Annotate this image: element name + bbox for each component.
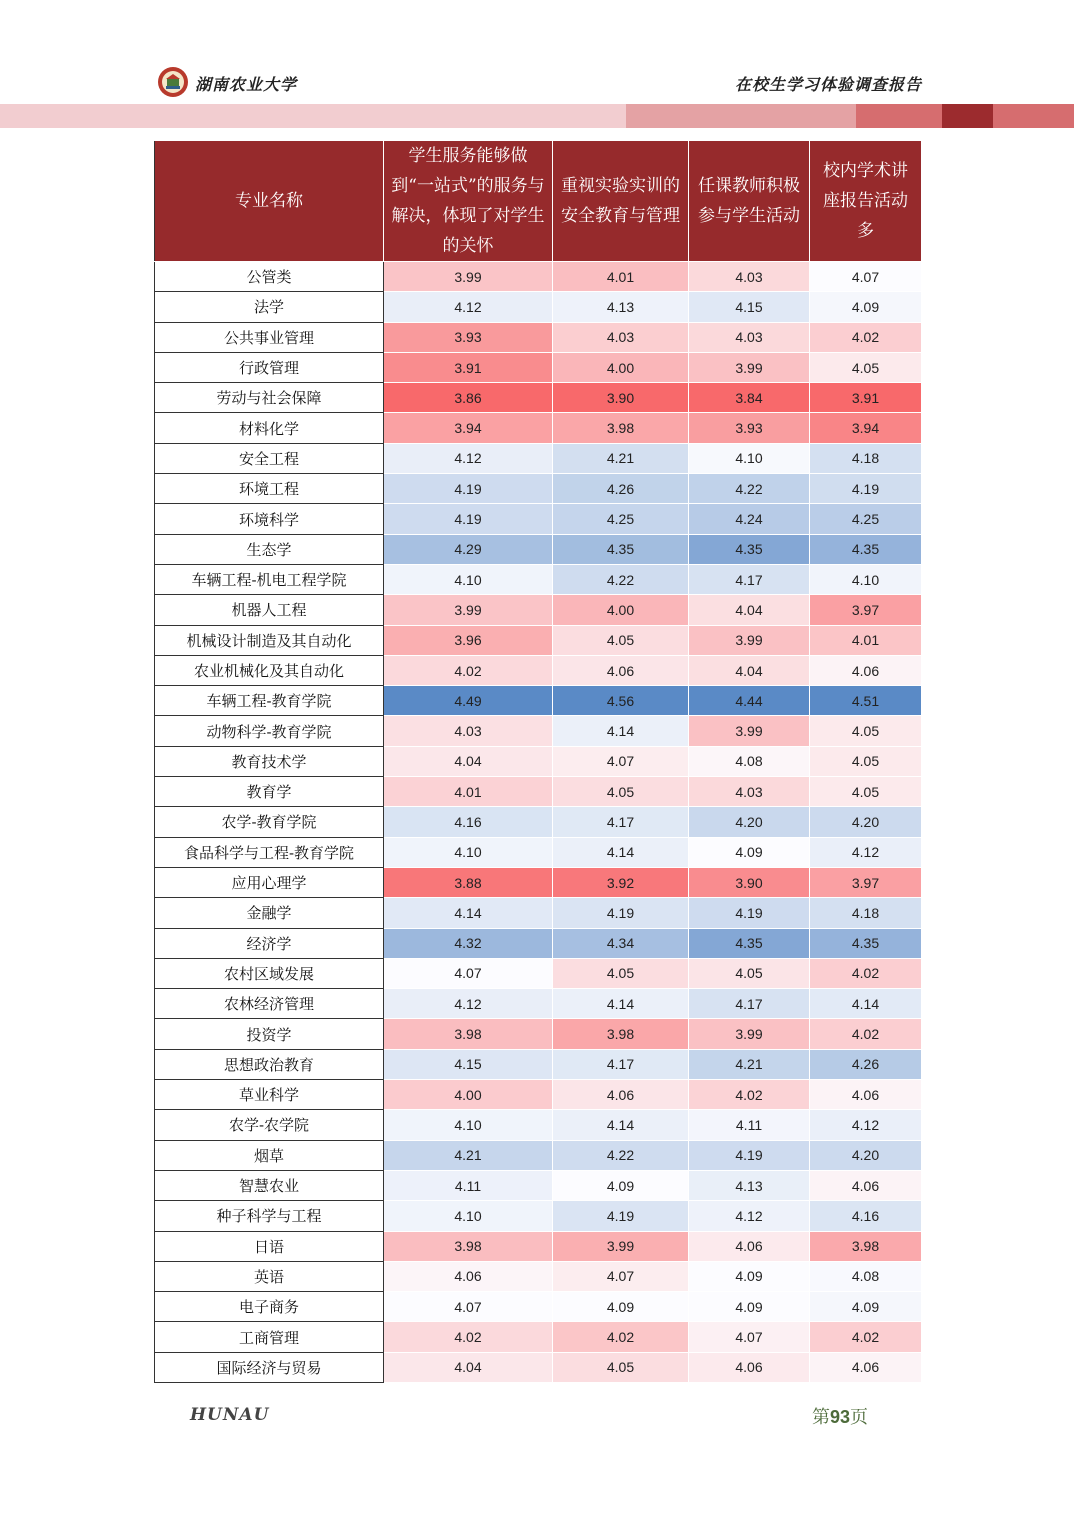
score-cell: 4.22: [553, 1140, 689, 1170]
score-cell: 4.02: [384, 655, 553, 685]
major-name-cell: 材料化学: [155, 413, 384, 443]
score-cell: 4.51: [810, 686, 922, 716]
score-cell: 4.06: [810, 655, 922, 685]
score-cell: 4.10: [810, 564, 922, 594]
score-cell: 4.04: [689, 655, 810, 685]
score-cell: 3.98: [384, 1231, 553, 1261]
score-cell: 3.99: [384, 262, 553, 292]
score-cell: 4.44: [689, 686, 810, 716]
page-prefix: 第: [812, 1407, 830, 1428]
major-name-cell: 教育学: [155, 777, 384, 807]
score-cell: 4.06: [384, 1261, 553, 1291]
score-cell: 4.06: [553, 655, 689, 685]
score-cell: 4.17: [689, 989, 810, 1019]
score-cell: 4.14: [384, 898, 553, 928]
score-cell: 4.12: [810, 1110, 922, 1140]
score-cell: 4.08: [810, 1261, 922, 1291]
score-cell: 3.90: [689, 867, 810, 897]
score-cell: 4.09: [689, 1292, 810, 1322]
score-cell: 4.16: [810, 1201, 922, 1231]
score-cell: 4.19: [384, 504, 553, 534]
score-cell: 4.02: [553, 1322, 689, 1352]
score-cell: 4.26: [810, 1049, 922, 1079]
score-cell: 3.99: [689, 625, 810, 655]
column-header-teacher: 任课教师积极参与学生活动: [689, 141, 810, 262]
score-cell: 4.17: [553, 807, 689, 837]
report-title: 在校生学习体验调查报告: [734, 75, 922, 94]
table-row: [155, 564, 922, 594]
table-row: [155, 746, 922, 776]
score-cell: 4.34: [553, 928, 689, 958]
table-row: [155, 686, 922, 716]
score-cell: 4.02: [384, 1322, 553, 1352]
score-cell: 4.03: [553, 322, 689, 352]
table-row: [155, 958, 922, 988]
score-cell: 4.35: [810, 534, 922, 564]
major-name-cell: 国际经济与贸易: [155, 1352, 384, 1382]
major-name-cell: 智慧农业: [155, 1170, 384, 1200]
score-cell: 4.01: [384, 777, 553, 807]
major-name-cell: 车辆工程-教育学院: [155, 686, 384, 716]
score-cell: 4.20: [810, 807, 922, 837]
score-cell: 4.00: [384, 1080, 553, 1110]
score-cell: 4.07: [553, 746, 689, 776]
score-cell: 4.10: [384, 1110, 553, 1140]
score-cell: 4.09: [689, 1261, 810, 1291]
major-name-cell: 农业机械化及其自动化: [155, 655, 384, 685]
score-cell: 4.03: [689, 777, 810, 807]
score-cell: 4.11: [689, 1110, 810, 1140]
major-name-cell: 日语: [155, 1231, 384, 1261]
score-cell: 4.26: [553, 474, 689, 504]
score-cell: 4.25: [810, 504, 922, 534]
major-name-cell: 公共事业管理: [155, 322, 384, 352]
major-name-cell: 食品科学与工程-教育学院: [155, 837, 384, 867]
score-cell: 4.15: [384, 1049, 553, 1079]
score-cell: 3.93: [384, 322, 553, 352]
score-cell: 4.02: [689, 1080, 810, 1110]
table-row: [155, 1261, 922, 1291]
score-cell: 3.91: [384, 352, 553, 382]
score-cell: 4.06: [810, 1170, 922, 1200]
score-cell: 4.10: [384, 564, 553, 594]
score-cell: 4.12: [810, 837, 922, 867]
major-name-cell: 公管类: [155, 262, 384, 292]
major-name-cell: 劳动与社会保障: [155, 383, 384, 413]
score-cell: 4.49: [384, 686, 553, 716]
score-cell: 4.13: [553, 292, 689, 322]
score-cell: 4.14: [553, 989, 689, 1019]
major-name-cell: 草业科学: [155, 1080, 384, 1110]
table-row: [155, 1170, 922, 1200]
score-cell: 4.06: [689, 1352, 810, 1382]
table-row: [155, 837, 922, 867]
score-cell: 4.04: [689, 595, 810, 625]
table-row: [155, 534, 922, 564]
score-cell: 4.14: [810, 989, 922, 1019]
score-cell: 4.06: [810, 1080, 922, 1110]
score-cell: 4.07: [384, 958, 553, 988]
score-cell: 4.32: [384, 928, 553, 958]
score-cell: 3.97: [810, 867, 922, 897]
table-row: [155, 1322, 922, 1352]
satisfaction-table: [154, 140, 922, 1383]
major-name-cell: 生态学: [155, 534, 384, 564]
major-name-cell: 行政管理: [155, 352, 384, 382]
major-name-cell: 动物科学-教育学院: [155, 716, 384, 746]
score-cell: 4.02: [810, 322, 922, 352]
major-name-cell: 环境科学: [155, 504, 384, 534]
table-body: [155, 262, 922, 1383]
major-name-cell: 应用心理学: [155, 867, 384, 897]
score-cell: 3.98: [384, 1019, 553, 1049]
table-row: [155, 474, 922, 504]
score-cell: 3.96: [384, 625, 553, 655]
score-cell: 4.17: [553, 1049, 689, 1079]
major-name-cell: 安全工程: [155, 443, 384, 473]
score-cell: 4.10: [689, 443, 810, 473]
score-cell: 4.00: [553, 595, 689, 625]
score-cell: 4.56: [553, 686, 689, 716]
score-cell: 4.07: [689, 1322, 810, 1352]
major-name-cell: 投资学: [155, 1019, 384, 1049]
score-cell: 4.20: [689, 807, 810, 837]
score-cell: 4.09: [810, 1292, 922, 1322]
score-cell: 4.35: [689, 928, 810, 958]
table-header-row: [155, 141, 922, 262]
score-cell: 4.09: [553, 1170, 689, 1200]
header-band-segment: [0, 104, 626, 128]
score-cell: 4.25: [553, 504, 689, 534]
table-row: [155, 292, 922, 322]
major-name-cell: 工商管理: [155, 1322, 384, 1352]
major-name-cell: 环境工程: [155, 474, 384, 504]
score-cell: 3.99: [384, 595, 553, 625]
score-cell: 4.21: [553, 443, 689, 473]
score-cell: 3.90: [553, 383, 689, 413]
score-cell: 4.09: [553, 1292, 689, 1322]
column-header-major: 专业名称: [155, 141, 384, 262]
major-name-cell: 教育技术学: [155, 746, 384, 776]
table-row: [155, 1049, 922, 1079]
major-name-cell: 种子科学与工程: [155, 1201, 384, 1231]
table-row: [155, 716, 922, 746]
table-row: [155, 1352, 922, 1382]
university-name: 湖南农业大学: [195, 75, 298, 94]
score-cell: 4.21: [384, 1140, 553, 1170]
page-number-value: 93: [830, 1407, 851, 1427]
score-cell: 4.02: [810, 1322, 922, 1352]
score-cell: 4.10: [384, 837, 553, 867]
score-cell: 4.05: [553, 625, 689, 655]
score-cell: 3.91: [810, 383, 922, 413]
score-cell: 4.08: [689, 746, 810, 776]
major-name-cell: 车辆工程-机电工程学院: [155, 564, 384, 594]
score-cell: 4.06: [689, 1231, 810, 1261]
table-row: [155, 262, 922, 292]
score-cell: 4.05: [689, 958, 810, 988]
score-cell: 4.07: [553, 1261, 689, 1291]
score-cell: 4.01: [810, 625, 922, 655]
footer-logo: HUNAU: [190, 1405, 270, 1425]
score-cell: 3.97: [810, 595, 922, 625]
score-cell: 4.05: [810, 716, 922, 746]
score-cell: 3.88: [384, 867, 553, 897]
score-cell: 4.03: [689, 262, 810, 292]
major-name-cell: 农村区域发展: [155, 958, 384, 988]
score-cell: 4.20: [810, 1140, 922, 1170]
table-row: [155, 443, 922, 473]
major-name-cell: 电子商务: [155, 1292, 384, 1322]
header-band-segment: [993, 104, 1074, 128]
score-cell: 4.06: [553, 1080, 689, 1110]
column-header-service: 学生服务能够做到“一站式”的服务与解决，体现了对学生的关怀: [384, 141, 553, 262]
score-cell: 4.02: [810, 958, 922, 988]
score-cell: 3.94: [810, 413, 922, 443]
score-cell: 4.03: [689, 322, 810, 352]
major-name-cell: 英语: [155, 1261, 384, 1291]
score-cell: 4.05: [553, 777, 689, 807]
score-cell: 4.04: [384, 1352, 553, 1382]
score-cell: 4.09: [689, 837, 810, 867]
page-suffix: 页: [850, 1407, 869, 1428]
table-row: [155, 655, 922, 685]
table-row: [155, 625, 922, 655]
table-row: [155, 322, 922, 352]
major-name-cell: 金融学: [155, 898, 384, 928]
score-cell: 4.05: [810, 352, 922, 382]
score-cell: 4.19: [689, 898, 810, 928]
score-cell: 4.11: [384, 1170, 553, 1200]
score-cell: 3.93: [689, 413, 810, 443]
score-cell: 4.24: [689, 504, 810, 534]
score-cell: 4.35: [553, 534, 689, 564]
score-cell: 3.98: [810, 1231, 922, 1261]
score-cell: 4.21: [689, 1049, 810, 1079]
table-row: [155, 1140, 922, 1170]
table-row: [155, 413, 922, 443]
score-cell: 3.99: [689, 716, 810, 746]
score-cell: 4.22: [553, 564, 689, 594]
major-name-cell: 烟草: [155, 1140, 384, 1170]
score-cell: 3.84: [689, 383, 810, 413]
score-cell: 4.16: [384, 807, 553, 837]
major-name-cell: 机器人工程: [155, 595, 384, 625]
score-cell: 4.14: [553, 716, 689, 746]
table-row: [155, 1292, 922, 1322]
score-cell: 3.94: [384, 413, 553, 443]
score-cell: 4.19: [689, 1140, 810, 1170]
score-cell: 4.05: [810, 777, 922, 807]
score-cell: 4.01: [553, 262, 689, 292]
score-cell: 4.05: [553, 958, 689, 988]
score-cell: 4.17: [689, 564, 810, 594]
header-band-segment: [942, 104, 993, 128]
page-number: [812, 1403, 868, 1429]
table-row: [155, 383, 922, 413]
header-band-segment: [626, 104, 856, 128]
score-cell: 4.02: [810, 1019, 922, 1049]
score-cell: 4.04: [384, 746, 553, 776]
major-name-cell: 农学-农学院: [155, 1110, 384, 1140]
score-cell: 4.07: [810, 262, 922, 292]
major-name-cell: 法学: [155, 292, 384, 322]
score-cell: 4.14: [553, 837, 689, 867]
table-row: [155, 1231, 922, 1261]
table-row: [155, 1201, 922, 1231]
score-cell: 4.12: [384, 292, 553, 322]
score-cell: 4.35: [810, 928, 922, 958]
score-cell: 4.12: [384, 443, 553, 473]
score-cell: 4.18: [810, 443, 922, 473]
table-row: [155, 867, 922, 897]
table-row: [155, 1110, 922, 1140]
table-row: [155, 1019, 922, 1049]
score-cell: 4.10: [384, 1201, 553, 1231]
score-cell: 4.19: [810, 474, 922, 504]
score-cell: 4.35: [689, 534, 810, 564]
score-cell: 3.99: [689, 1019, 810, 1049]
score-cell: 4.19: [553, 1201, 689, 1231]
table-row: [155, 989, 922, 1019]
score-cell: 3.98: [553, 1019, 689, 1049]
score-cell: 4.18: [810, 898, 922, 928]
score-cell: 4.05: [810, 746, 922, 776]
score-cell: 4.22: [689, 474, 810, 504]
score-cell: 4.14: [553, 1110, 689, 1140]
score-cell: 4.13: [689, 1170, 810, 1200]
table-row: [155, 928, 922, 958]
score-cell: 3.92: [553, 867, 689, 897]
column-header-safety: 重视实验实训的安全教育与管理: [553, 141, 689, 262]
score-cell: 4.29: [384, 534, 553, 564]
major-name-cell: 经济学: [155, 928, 384, 958]
score-cell: 3.99: [689, 352, 810, 382]
header-band-segment: [856, 104, 942, 128]
major-name-cell: 农学-教育学院: [155, 807, 384, 837]
table-row: [155, 898, 922, 928]
score-cell: 4.03: [384, 716, 553, 746]
score-cell: 4.09: [810, 292, 922, 322]
score-cell: 4.19: [384, 474, 553, 504]
table-row: [155, 352, 922, 382]
score-cell: 4.07: [384, 1292, 553, 1322]
score-cell: 4.06: [810, 1352, 922, 1382]
score-cell: 4.19: [553, 898, 689, 928]
major-name-cell: 机械设计制造及其自动化: [155, 625, 384, 655]
score-cell: 4.12: [689, 1201, 810, 1231]
table-row: [155, 777, 922, 807]
score-cell: 3.99: [553, 1231, 689, 1261]
column-header-lectures: 校内学术讲座报告活动多: [810, 141, 922, 262]
major-name-cell: 思想政治教育: [155, 1049, 384, 1079]
score-cell: 4.05: [553, 1352, 689, 1382]
score-cell: 4.15: [689, 292, 810, 322]
table-row: [155, 1080, 922, 1110]
university-seal-icon: [157, 66, 189, 98]
major-name-cell: 农林经济管理: [155, 989, 384, 1019]
score-cell: 3.86: [384, 383, 553, 413]
table-row: [155, 807, 922, 837]
score-cell: 4.12: [384, 989, 553, 1019]
table-row: [155, 504, 922, 534]
score-cell: 4.00: [553, 352, 689, 382]
table-row: [155, 595, 922, 625]
score-cell: 3.98: [553, 413, 689, 443]
